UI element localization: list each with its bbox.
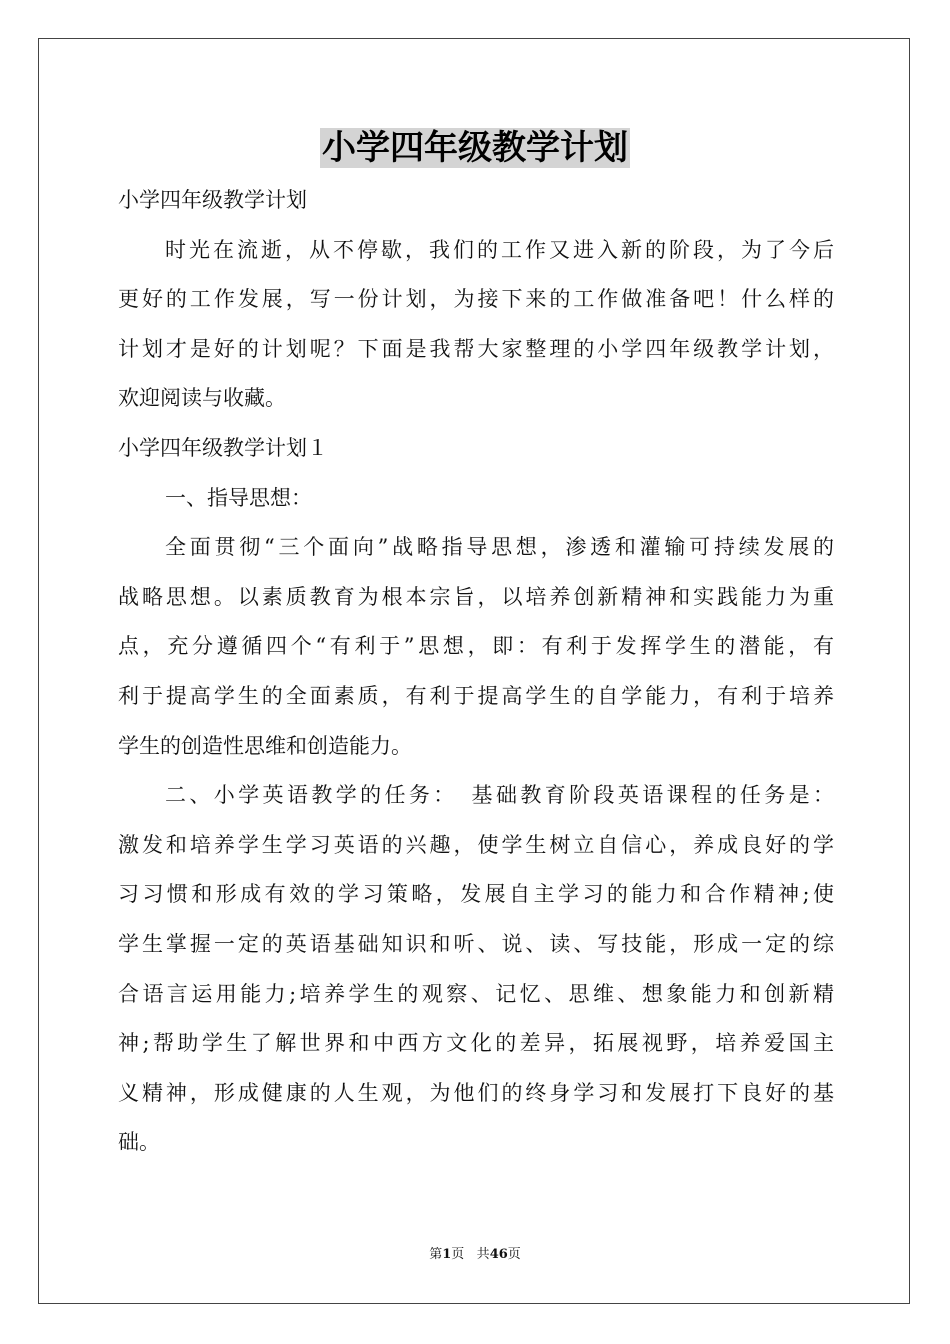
footer-page-number: 1 (442, 1247, 452, 1262)
document-title: 小学四年级教学计划 (322, 128, 628, 168)
footer-page-prefix: 第 (429, 1247, 443, 1262)
intro-line: 更好的工作发展，写一份计划，为接下来的工作做准备吧！什么样的 (118, 287, 834, 312)
paragraph-line: 习习惯和形成有效的学习策略，发展自主学习的能力和合作精神;使 (118, 882, 834, 907)
paragraph-line: 学生掌握一定的英语基础知识和听、说、读、写技能，形成一定的综 (118, 931, 834, 956)
document-body (118, 176, 834, 1168)
paragraph-line: 战略思想。以素质教育为根本宗旨，以培养创新精神和实践能力为重 (118, 584, 834, 609)
paragraph-line: 合语言运用能力;培养学生的观察、记忆、思维、想象能力和创新精 (118, 981, 834, 1006)
paragraph-line: 二、小学英语教学的任务： 基础教育阶段英语课程的任务是： (165, 783, 834, 808)
footer-total-pages: 46 (489, 1247, 508, 1262)
paragraph-line: 激发和培养学生学习英语的兴趣，使学生树立自信心，养成良好的学 (118, 832, 834, 857)
title-container (0, 128, 950, 168)
footer-total-prefix: 共 (476, 1247, 490, 1262)
footer-total-suffix: 页 (507, 1247, 521, 1262)
paragraph-line: 利于提高学生的全面素质，有利于提高学生的自学能力，有利于培养 (118, 683, 834, 708)
heading-guiding-ideology: 一、指导思想： (165, 485, 312, 510)
paragraph-line: 学生的创造性思维和创造能力。 (118, 733, 412, 758)
paragraph-line: 点，充分遵循四个“有利于”思想，即：有利于发挥学生的潜能，有 (118, 634, 834, 659)
intro-line: 计划才是好的计划呢？下面是我帮大家整理的小学四年级教学计划， (118, 336, 834, 361)
section-heading: 小学四年级教学计划１ (118, 435, 328, 460)
paragraph-line: 全面贯彻“三个面向”战略指导思想，渗透和灌输可持续发展的 (165, 535, 834, 560)
paragraph-line: 义精神，形成健康的人生观，为他们的终身学习和发展打下良好的基 (118, 1080, 834, 1105)
paragraph-line: 础。 (118, 1130, 160, 1155)
document-subtitle: 小学四年级教学计划 (118, 188, 307, 212)
intro-line: 时光在流逝，从不停歇，我们的工作又进入新的阶段，为了今后 (165, 237, 834, 262)
footer-page-suffix: 页 (451, 1247, 465, 1262)
page-footer (0, 1246, 950, 1264)
intro-line: 欢迎阅读与收藏。 (118, 386, 286, 411)
paragraph-line: 神;帮助学生了解世界和中西方文化的差异，拓展视野，培养爱国主 (118, 1031, 834, 1056)
